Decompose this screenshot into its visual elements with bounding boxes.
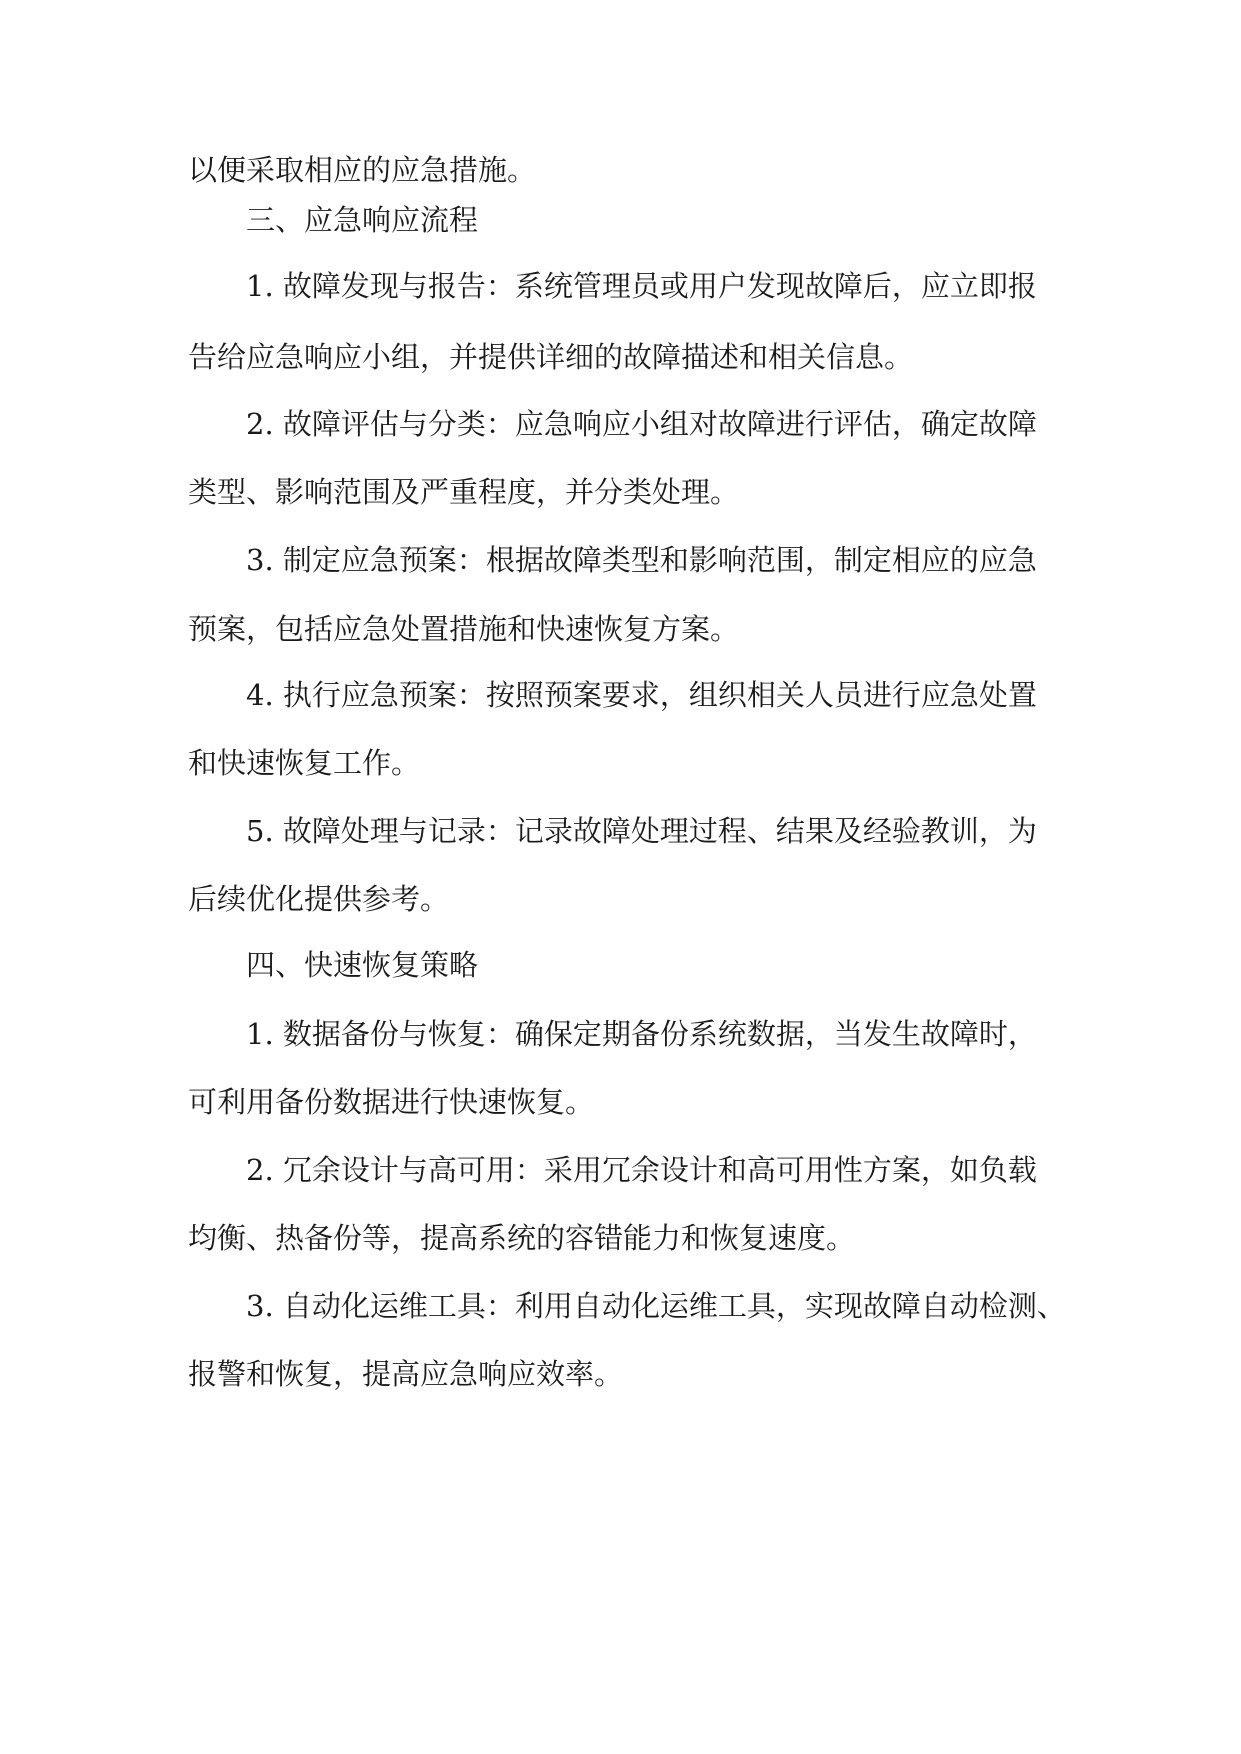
paragraph-line: 告给应急响应小组，并提供详细的故障描述和相关信息。 (188, 340, 914, 374)
paragraph-line: 可利用备份数据进行快速恢复。 (188, 1085, 595, 1119)
paragraph-line: 报警和恢复，提高应急响应效率。 (188, 1357, 624, 1391)
paragraph-line: 后续优化提供参考。 (188, 882, 450, 916)
paragraph-line: 5. 故障处理与记录：记录故障处理过程、结果及经验教训，为 (246, 814, 1037, 848)
paragraph-line: 3. 自动化运维工具：利用自动化运维工具，实现故障自动检测、 (246, 1289, 1066, 1323)
paragraph-line: 和快速恢复工作。 (188, 746, 421, 780)
paragraph-line: 1. 数据备份与恢复：确保定期备份系统数据，当发生故障时， (246, 1017, 1037, 1051)
paragraph-line: 预案，包括应急处置措施和快速恢复方案。 (188, 612, 740, 646)
paragraph-line: 均衡、热备份等，提高系统的容错能力和恢复速度。 (188, 1221, 856, 1255)
paragraph-line: 1. 故障发现与报告：系统管理员或用户发现故障后，应立即报 (246, 269, 1037, 303)
section-heading: 四、快速恢复策略 (246, 948, 479, 982)
paragraph-line: 2. 故障评估与分类：应急响应小组对故障进行评估，确定故障 (246, 407, 1037, 441)
section-heading: 三、应急响应流程 (246, 203, 479, 237)
paragraph-line: 以便采取相应的应急措施。 (188, 153, 537, 187)
paragraph-line: 3. 制定应急预案：根据故障类型和影响范围，制定相应的应急 (246, 543, 1037, 577)
paragraph-line: 4. 执行应急预案：按照预案要求，组织相关人员进行应急处置 (246, 678, 1037, 712)
paragraph-line: 2. 冗余设计与高可用：采用冗余设计和高可用性方案，如负载 (246, 1153, 1037, 1187)
paragraph-line: 类型、影响范围及严重程度，并分类处理。 (188, 475, 740, 509)
